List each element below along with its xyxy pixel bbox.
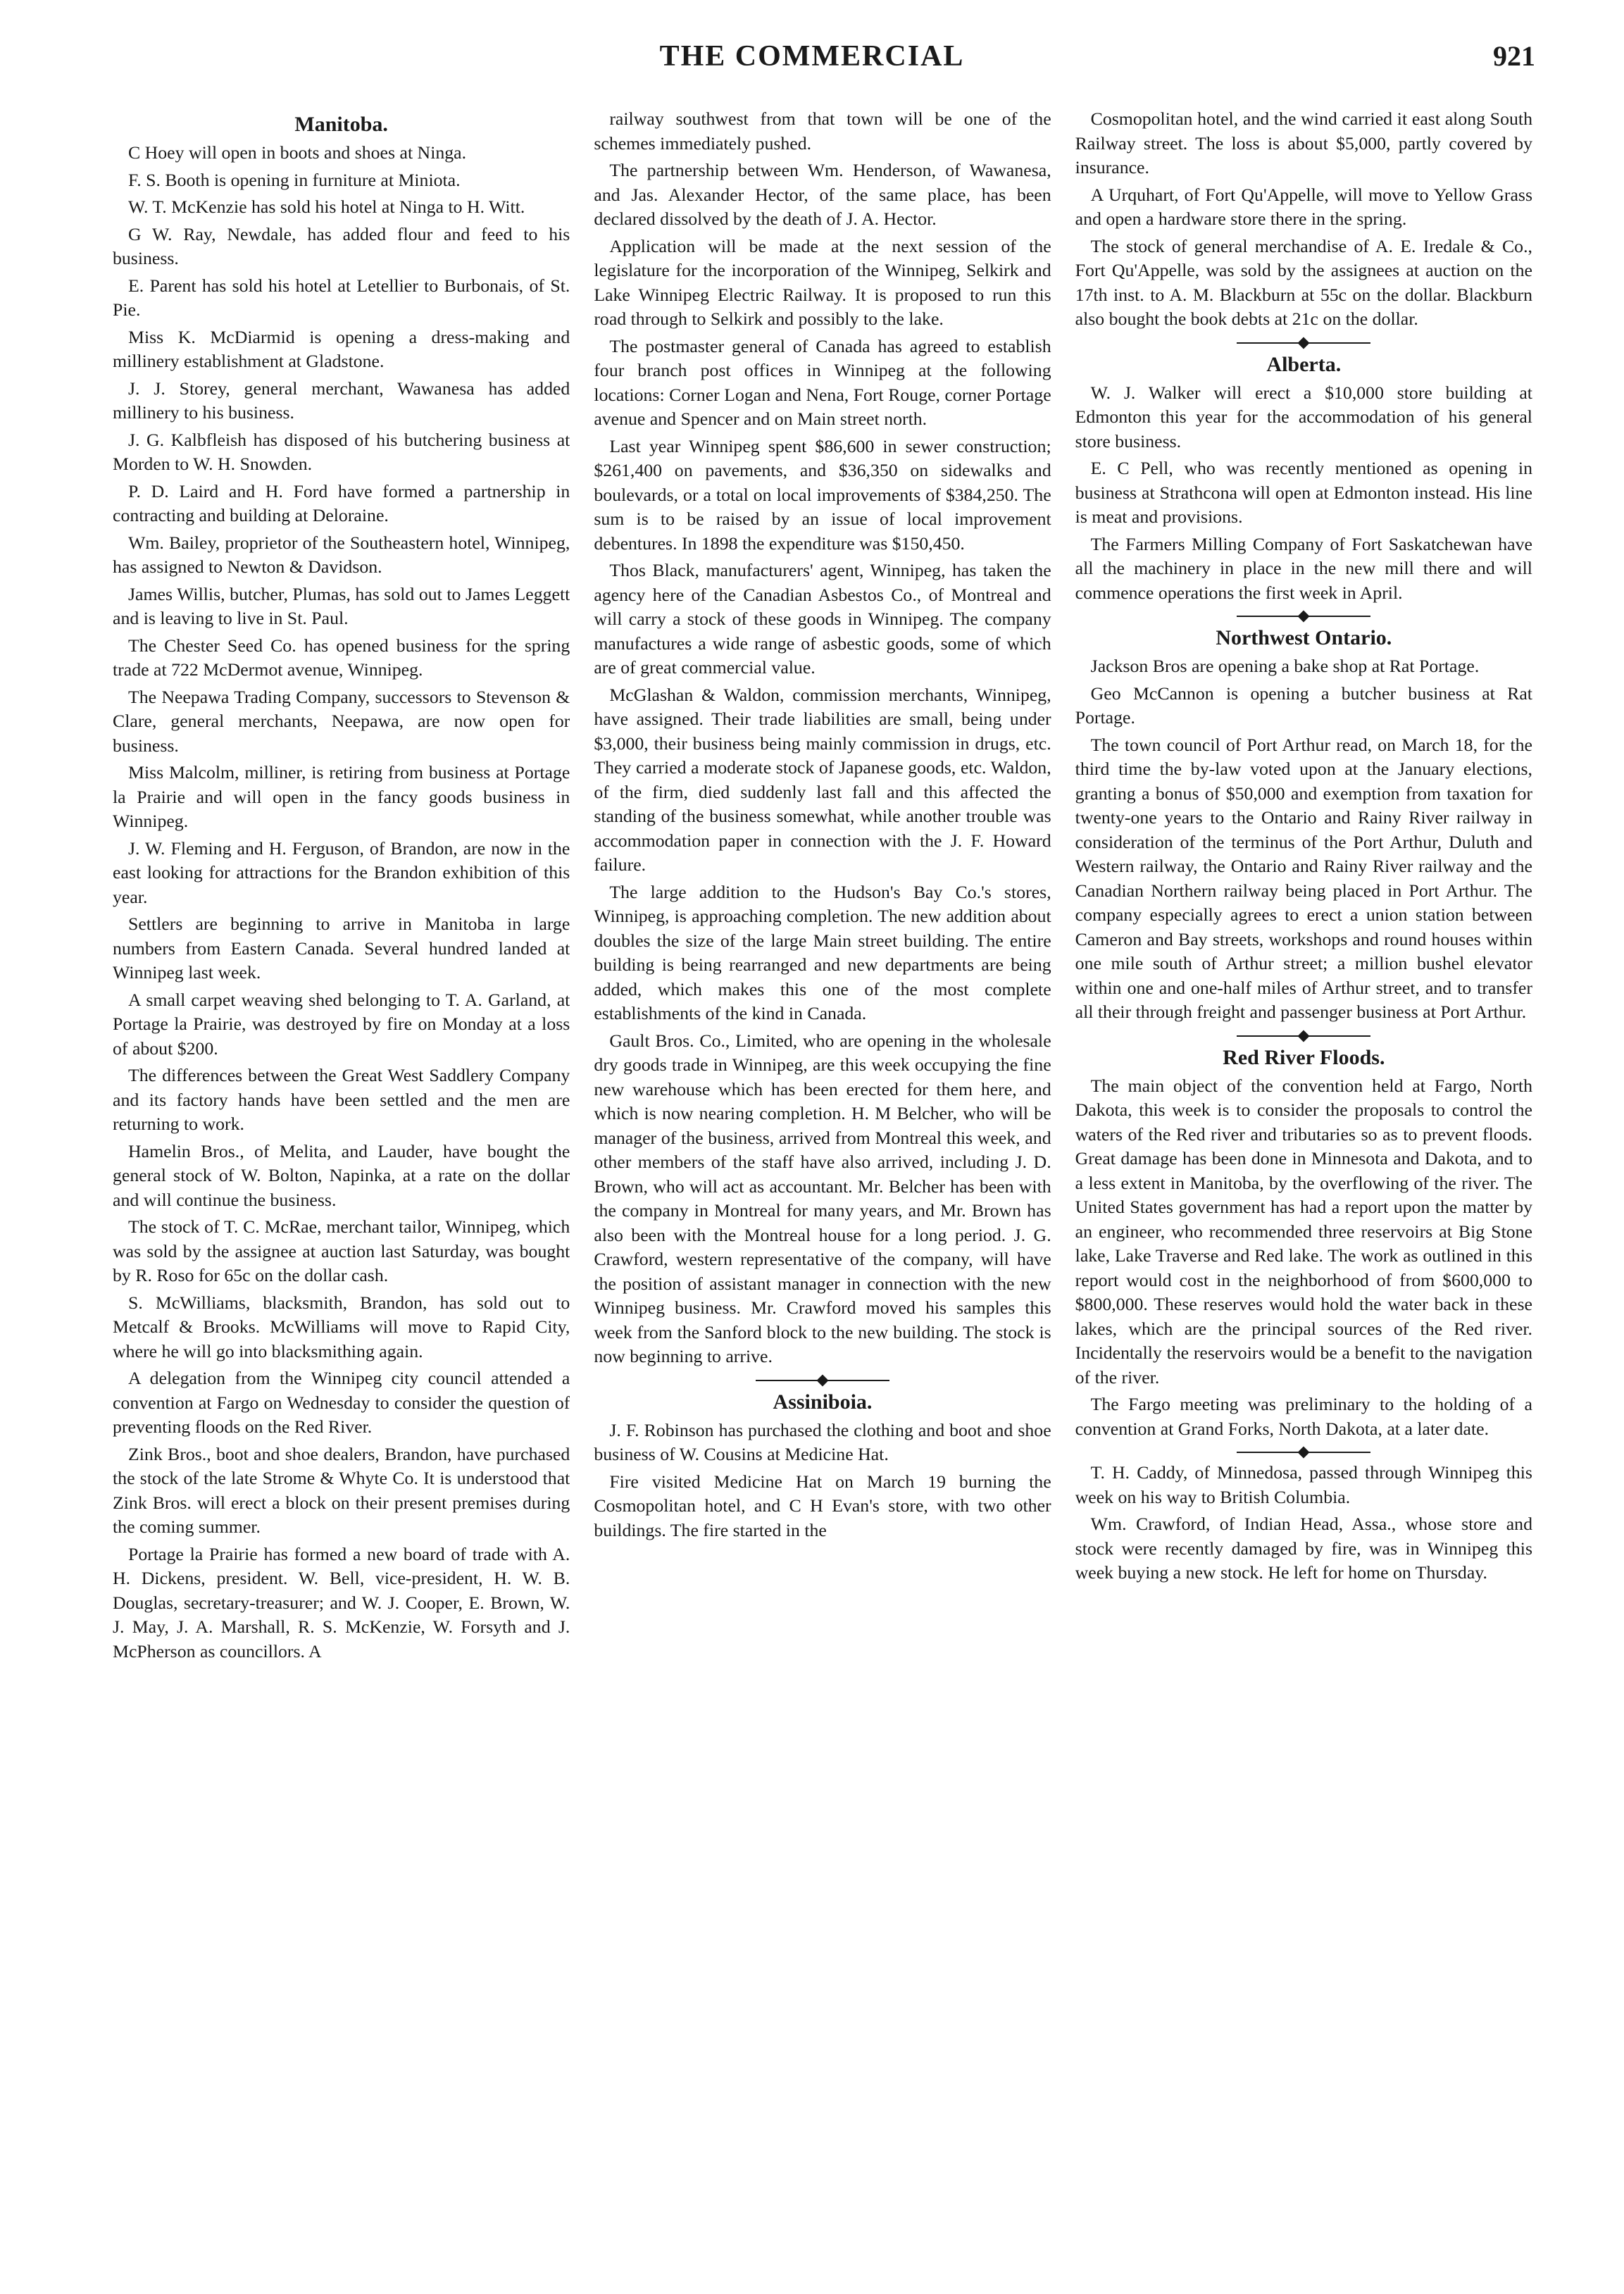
section-heading: Alberta. [1266,352,1342,376]
section-divider [756,1376,889,1385]
news-item: Wm. Crawford, of Indian Head, Assa., whose store and stock were recently damaged by fire, was in Winnipeg this week buying a new stock. He left for home on Thursday. [1075,1514,1532,1583]
news-item: James Willis, butcher, Plumas, has sold out to James Leggett and is leaving to live in St. Paul. [113,583,570,628]
news-item: J. J. Storey, general merchant, Wawanesa has added millinery to his business. [113,378,570,423]
newspaper-title: THE COMMERCIAL [659,40,965,73]
section-divider [1237,612,1370,621]
news-item: The differences between the Great West Saddlery Company and its factory hands have been settled and the men are returning to work. [113,1065,570,1134]
section-heading: Assiniboia. [773,1390,873,1414]
news-item: The postmaster general of Canada has agreed to establish four branch post offices in Winnipeg at the following locations: Corner Logan and Nena, Fort Rouge, corner Portage avenue and Spencer and on Main street north. [594,335,1051,429]
news-item: The stock of general merchandise of A. E. Iredale & Co., Fort Qu'Appelle, was sold by the assignees at auction on the 17th inst. to A. M. Blackburn at 55c on the dollar. Blackburn also bought the book debts at 21c on the dollar. [1075,235,1532,329]
news-item: A Urquhart, of Fort Qu'Appelle, will move to Yellow Grass and open a hardware store there in the spring. [1075,184,1532,229]
news-item: McGlashan & Waldon, commission merchants, Winnipeg, have assigned. Their trade liabilities are small, being under $3,000, their business being mainly commission in drugs, etc. They carried a moderate stock of Japanese goods, etc. Waldon, of the firm, died suddenly last fall and this affected the standing of the business somewhat, while another trouble was accommodation paper in connection with the J. F. Howard failure. [594,684,1051,875]
news-item: Portage la Prairie has formed a new board of trade with A. H. Dickens, president. W. Bell, vice-president, H. W. B. Douglas, secretary-treasurer; and W. J. Cooper, E. Brown, W. J. May, J. A. Marshall, R. S. McKenzie, W. Forsyth and J. McPherson as councillors. A [113,1543,570,1662]
news-item: A small carpet weaving shed belonging to T. A. Garland, at Portage la Prairie, was destroyed by fire on Monday at a loss of about $200. [113,989,570,1059]
section-divider [1237,1448,1370,1457]
news-item: Last year Winnipeg spent $86,600 in sewer construction; $261,400 on pavements, and $36,350 on sidewalks and boulevards, or a total on local improvements of $384,250. The sum is to be raised by an issue of local improvement debentures. In 1898 the expenditure was $150,450. [594,435,1051,554]
article-columns [113,107,1532,2269]
news-item: The stock of T. C. McRae, merchant tailor, Winnipeg, which was sold by the assignee at auction last Saturday, was bought by R. Roso for 65c on the dollar cash. [113,1216,570,1285]
column-1 [113,107,570,2269]
news-item: Zink Bros., boot and shoe dealers, Brandon, have purchased the stock of the late Strome & Whyte Co. It is understood that Zink Bros. will erect a block on their present premises during the coming summer. [113,1443,570,1537]
news-item: W. T. McKenzie has sold his hotel at Ninga to H. Witt. [128,197,525,217]
news-item: W. J. Walker will erect a $10,000 store building at Edmonton this year for the accommodation of his general store business. [1075,382,1532,451]
news-item: Miss K. McDiarmid is opening a dress-making and millinery establishment at Gladstone. [113,326,570,371]
page-number: 921 [1493,40,1535,72]
news-item: Fire visited Medicine Hat on March 19 burning the Cosmopolitan hotel, and C H Evan's store, with two other buildings. The fire started in the [594,1471,1051,1540]
news-item: Hamelin Bros., of Melita, and Lauder, have bought the general stock of W. Bolton, Napinka, at a rate on the dollar and will continue the business. [113,1140,570,1210]
section-heading: Red River Floods. [1223,1045,1385,1069]
column-2 [594,107,1051,2269]
news-item: Thos Black, manufacturers' agent, Winnipeg, has taken the agency here of the Canadian Asbestos Co., of Montreal and will carry a stock of these goods in Winnipeg. The company manufactures a wide range of asbestic goods, some of which are of great commercial value. [594,560,1051,678]
news-item: The Chester Seed Co. has opened business for the spring trade at 722 McDermot avenue, Winnipeg. [113,635,570,680]
news-item: Wm. Bailey, proprietor of the Southeastern hotel, Winnipeg, has assigned to Newton & Davidson. [113,532,570,577]
section-heading: Northwest Ontario. [1216,626,1392,649]
news-item: The town council of Port Arthur read, on March 18, for the third time the by-law voted upon at the January elections, granting a bonus of $50,000 and exemption from taxation for twenty-one years to the Ontario and Rainy River railway in consideration of the terminus of the Port Arthur, Duluth and Western railway, the Ontario and Rainy River railway and the Canadian Northern railway being placed in Port Arthur. The company especially agrees to erect a union station between Cameron and Bay streets, workshops and round houses within one mile south of Arthur street; a million bushel elevator within one and one-half miles of Arthur street, and to transfer all their through freight and passenger business at Port Arthur. [1075,734,1532,1022]
news-item: Settlers are beginning to arrive in Manitoba in large numbers from Eastern Canada. Several hundred landed at Winnipeg last week. [113,914,570,983]
news-item: A delegation from the Winnipeg city council attended a convention at Fargo on Wednesday to consider the question of preventing floods on the Red River. [113,1368,570,1437]
news-item: J. F. Robinson has purchased the clothing and boot and shoe business of W. Cousins at Medicine Hat. [594,1419,1051,1464]
news-item: Gault Bros. Co., Limited, who are opening in the wholesale dry goods trade in Winnipeg, are this week occupying the fine new warehouse which has been erected for them here, and which is now nearing completion. H. M Belcher, who will be manager of the business, arrived from Montreal this week, and other members of the staff have also arrived, including J. D. Brown, who will act as accountant. Mr. Belcher has been with the company in Montreal for many years, and Mr. Brown has also been with the Montreal house for a long period. J. G. Crawford, western representative of the company, will have the position of assistant manager in connection with the new Winnipeg business. Mr. Crawford moved his samples this week from the Sanford block to the new building. The stock is now beginning to arrive. [594,1030,1051,1366]
section-divider [1237,1032,1370,1040]
news-item: The Fargo meeting was preliminary to the holding of a convention at Grand Forks, North Dakota, at a later date. [1075,1394,1532,1439]
news-item: C Hoey will open in boots and shoes at Ninga. [128,142,467,163]
column-3 [1075,107,1532,2269]
news-item: The Neepawa Trading Company, successors to Stevenson & Clare, general merchants, Neepawa, are now open for business. [113,686,570,756]
section-divider [1237,339,1370,347]
news-item: The large addition to the Hudson's Bay Co.'s stores, Winnipeg, is approaching completion. The new addition about doubles the size of the large Main street building. The entire building is being rearranged and new departments are being added, which makes this one of the most complete establishments of the kind in Canada. [594,881,1051,1023]
news-item: S. McWilliams, blacksmith, Brandon, has sold out to Metcalf & Brooks. McWilliams will move to Rapid City, where he will go into blacksmithing again. [113,1292,570,1361]
news-item: F. S. Booth is opening in furniture at Miniota. [128,169,461,190]
news-item: Geo McCannon is opening a butcher business at Rat Portage. [1075,682,1532,728]
news-item: The Farmers Milling Company of Fort Saskatchewan have all the machinery in place in the new mill there and will commence operations the first week in April. [1075,533,1532,603]
news-item: Application will be made at the next session of the legislature for the incorporation of the Winnipeg, Selkirk and Lake Winnipeg Electric Railway. It is proposed to run this road through to Selkirk and possibly to the lake. [594,235,1051,329]
news-item: J. W. Fleming and H. Ferguson, of Brandon, are now in the east looking for attractions for the Brandon exhibition of this year. [113,837,570,907]
masthead [0,39,1624,82]
news-item: The main object of the convention held at Fargo, North Dakota, this week is to consider the proposals to control the waters of the Red river and tributaries so as to prevent floods. Great damage has been done in Minnesota and Dakota, and to a less extent in Manitoba, by the overflowing of the river. The United States government has had a report upon the matter by an engineer, who recommended three reservoirs at Big Stone lake, Lake Traverse and Red lake. The work as outlined in this report would cost in the neighborhood of from $600,000 to $800,000. These reserves would hold the water back in these lakes, which are the principal sources of the Red river. Incidentally the reservoirs would be a benefit to the navigation of the river. [1075,1075,1532,1388]
news-item: E. Parent has sold his hotel at Letellier to Burbonais, of St. Pie. [113,275,570,320]
news-item: T. H. Caddy, of Minnedosa, passed through Winnipeg this week on his way to British Columbia. [1075,1462,1532,1507]
news-item: J. G. Kalbfleish has disposed of his butchering business at Morden to W. H. Snowden. [113,429,570,474]
news-item: railway southwest from that town will be one of the schemes immediately pushed. [594,108,1051,154]
news-item: E. C Pell, who was recently mentioned as opening in business at Strathcona will open at Edmonton instead. His line is meat and provisions. [1075,458,1532,527]
news-item: Miss Malcolm, milliner, is retiring from business at Portage la Prairie and will open in the fancy goods business in Winnipeg. [113,762,570,831]
news-item: P. D. Laird and H. Ford have formed a partnership in contracting and building at Deloraine. [113,480,570,525]
news-item: G W. Ray, Newdale, has added flour and feed to his business. [113,223,570,268]
news-item: The partnership between Wm. Henderson, of Wawanesa, and Jas. Alexander Hector, of the same place, has been declared dissolved by the death of J. A. Hector. [594,160,1051,229]
news-item: Cosmopolitan hotel, and the wind carried it east along South Railway street. The loss is about $5,000, partly covered by insurance. [1075,108,1532,177]
news-item: Jackson Bros are opening a bake shop at Rat Portage. [1090,656,1480,676]
section-heading: Manitoba. [294,113,388,136]
